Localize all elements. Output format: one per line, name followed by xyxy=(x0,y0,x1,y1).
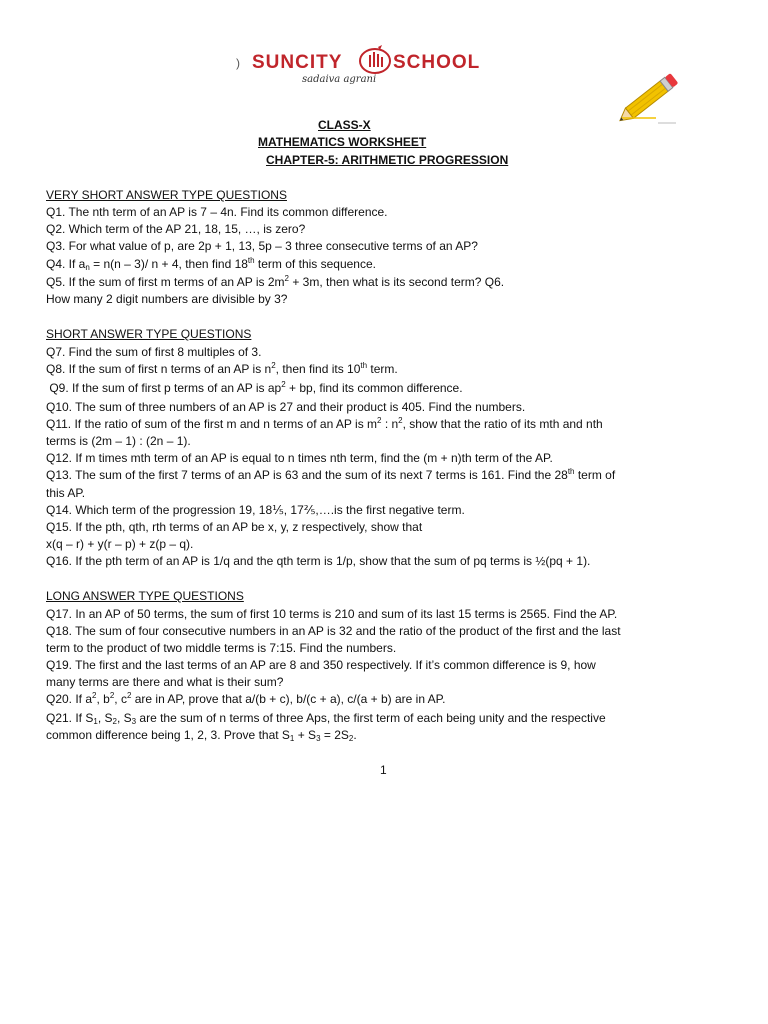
question-15: Q15. If the pth, qth, rth terms of an AP be x, y, z respectively, show that xyxy=(46,520,423,534)
question-5: Q5. If the sum of first m terms of an AP is $2m^2 + 3m$, then what is its second term? Q6. xyxy=(46,274,505,289)
question-20: Q20. If $a^2$, $b^2$, $c^2$ are in AP, prove that a/(b + c), b/(c + a), c/(a + b) are in AP. xyxy=(46,691,446,706)
question-1: Q1. The nth term of an AP is 7 – 4n. Find its common difference. xyxy=(46,205,388,219)
question-15-continued: x(q – r) + y(r – p) + z(p – q). xyxy=(46,537,194,551)
emblem-icon xyxy=(358,45,392,75)
question-11-continued: terms is (2m – 1) : (2n – 1). xyxy=(46,434,191,448)
question-7: Q7. Find the sum of first 8 multiples of 3. xyxy=(46,345,262,359)
question-2: Q2. Which term of the AP 21, 18, 15, …, is zero? xyxy=(46,222,306,236)
question-4: Q4. If $a_n = n(n - 3)/$ n + 4, then find 18th term of this sequence. xyxy=(46,256,376,272)
question-12: Q12. If m times mth term of an AP is equal to n times nth term, find the (m + n)th term of the AP. xyxy=(46,451,553,465)
chapter-title: CHAPTER-5: ARITHMETIC PROGRESSION xyxy=(266,153,509,167)
question-13: Q13. The sum of the first 7 terms of an AP is 63 and the sum of its next 7 terms is 161. Find the 28th term of xyxy=(46,467,616,482)
question-9: Q9. If the sum of first p terms of an AP is $ap^2$ + bp, find its common difference. xyxy=(46,380,463,395)
question-21: Q21. If $S_1$, $S_2$, $S_3$ are the sum of n terms of three Aps, the first term of each being unity and the respective xyxy=(46,711,606,726)
question-18-continued: term to the product of two middle terms is 7:15. Find the numbers. xyxy=(46,641,397,655)
question-19: Q19. The first and the last terms of an AP are 8 and 350 respectively. If it’s common difference is 9, how xyxy=(46,658,596,672)
question-11: Q11. If the ratio of sum of the first m and n terms of an AP is $m^2$ : $n^2$, show that the ratio of its mth and nth xyxy=(46,416,603,431)
class-heading: CLASS-X xyxy=(318,118,371,132)
question-21-continued: common difference being 1, 2, 3. Prove that $S_1 + S_3 = 2S_2$. xyxy=(46,728,357,743)
logo-mark: ) xyxy=(236,56,240,70)
question-19-continued: many terms are there and what is their sum? xyxy=(46,675,284,689)
page-number: 1 xyxy=(380,763,387,777)
question-14: Q14. Which term of the progression 19, 18⅕, 17⅖,….is the first negative term. xyxy=(46,503,465,517)
question-13-continued: this AP. xyxy=(46,486,86,500)
question-16: Q16. If the pth term of an AP is 1/q and the qth term is 1/p, show that the sum of pq terms is ½(pq + 1). xyxy=(46,554,591,568)
logo-school: SCHOOL xyxy=(393,52,481,73)
section-heading-short: SHORT ANSWER TYPE QUESTIONS xyxy=(46,327,252,341)
question-6: How many 2 digit numbers are divisible by 3? xyxy=(46,292,288,306)
question-8: Q8. If the sum of first n terms of an AP is $n^2$, then find its 10th term. xyxy=(46,361,398,376)
logo-brand: SUNCITY xyxy=(252,52,343,73)
pencil-icon xyxy=(616,66,686,128)
question-10: Q10. The sum of three numbers of an AP is 27 and their product is 405. Find the numbers. xyxy=(46,400,526,414)
question-17: Q17. In an AP of 50 terms, the sum of first 10 terms is 210 and sum of its last 15 terms is 2565. Find the AP. xyxy=(46,607,618,621)
question-18: Q18. The sum of four consecutive numbers in an AP is 32 and the ratio of the product of the first and the last xyxy=(46,624,621,638)
logo-tagline: sadaiva agrani xyxy=(302,74,377,85)
section-heading-long: LONG ANSWER TYPE QUESTIONS xyxy=(46,589,244,603)
section-heading-very-short: VERY SHORT ANSWER TYPE QUESTIONS xyxy=(46,188,287,202)
question-3: Q3. For what value of p, are 2p + 1, 13, 5p – 3 three consecutive terms of an AP? xyxy=(46,239,478,253)
school-logo xyxy=(236,42,498,88)
worksheet-title: MATHEMATICS WORKSHEET xyxy=(258,135,427,149)
